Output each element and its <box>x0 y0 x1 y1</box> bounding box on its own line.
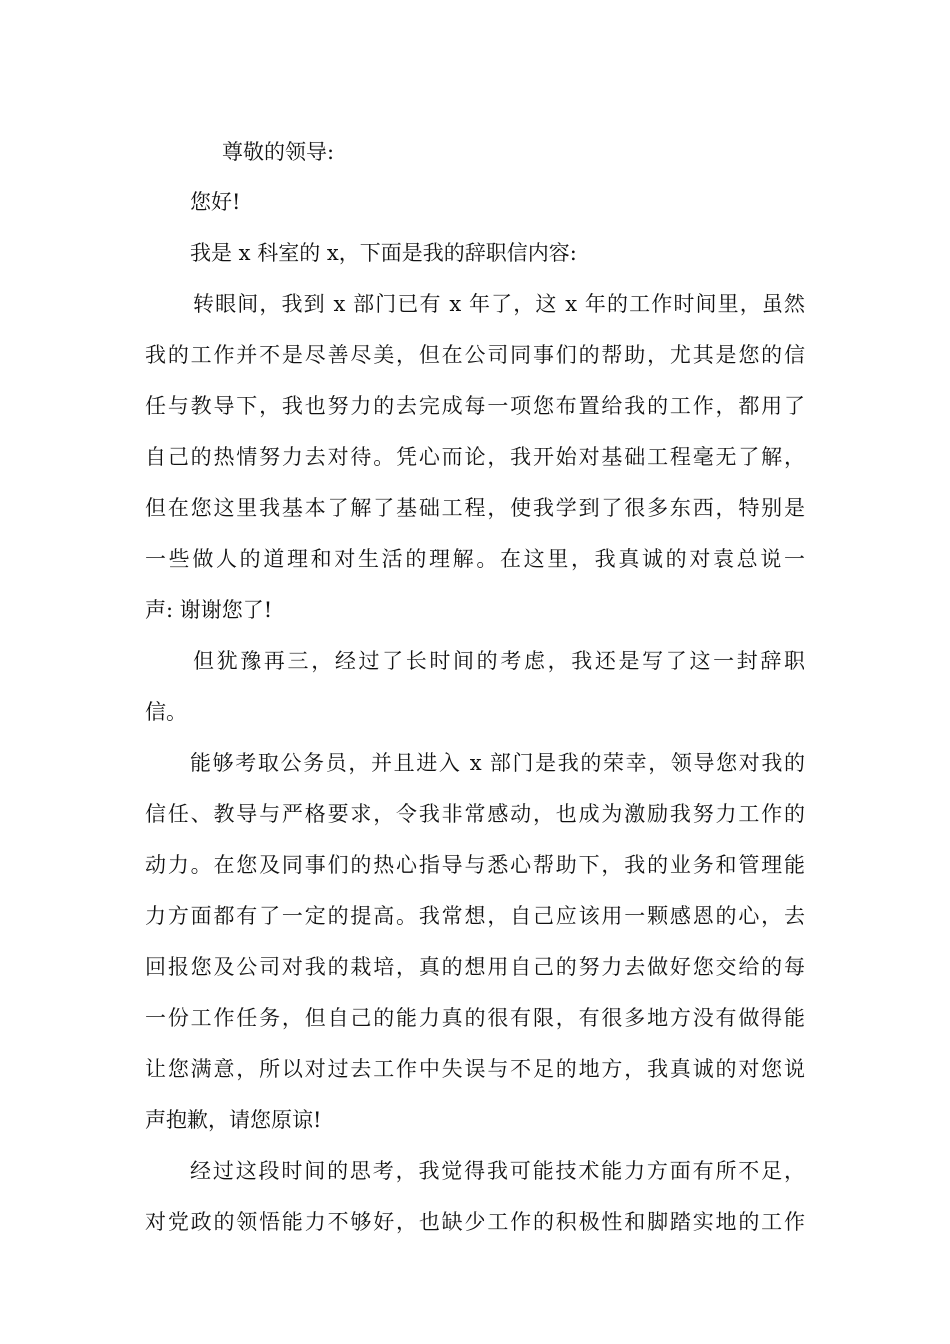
greeting: 您好! <box>190 190 241 214</box>
body-line: 力方面都有了一定的提高。我常想，自己应该用一颗感恩的心，去 <box>145 904 805 928</box>
body-line: 声抱歉，请您原谅! <box>145 1108 322 1132</box>
salutation: 尊敬的领导: <box>222 140 335 164</box>
body-line: 但在您这里我基本了解了基础工程，使我学到了很多东西，特别是 <box>145 496 805 520</box>
body-line: 但犹豫再三，经过了长时间的考虑，我还是写了这一封辞职 <box>193 649 805 673</box>
body-line: 能够考取公务员，并且进入 x 部门是我的荣幸，领导您对我的 <box>190 751 805 775</box>
body-line: 经过这段时间的思考，我觉得我可能技术能力方面有所不足， <box>190 1159 805 1183</box>
body-line: 一份工作任务，但自己的能力真的很有限，有很多地方没有做得能 <box>145 1006 805 1030</box>
body-line: 自己的热情努力去对待。凭心而论，我开始对基础工程毫无了解， <box>145 445 805 469</box>
body-line: 对党政的领悟能力不够好，也缺少工作的积极性和脚踏实地的工作 <box>145 1210 805 1234</box>
body-line: 声: 谢谢您了! <box>145 598 273 622</box>
intro-line: 我是 x 科室的 x，下面是我的辞职信内容: <box>190 241 577 265</box>
body-line: 动力。在您及同事们的热心指导与悉心帮助下，我的业务和管理能 <box>145 853 805 877</box>
body-line: 任与教导下，我也努力的去完成每一项您布置给我的工作，都用了 <box>145 394 805 418</box>
body-line: 我的工作并不是尽善尽美，但在公司同事们的帮助，尤其是您的信 <box>145 343 805 367</box>
body-line: 信。 <box>145 700 187 724</box>
body-line: 回报您及公司对我的栽培，真的想用自己的努力去做好您交给的每 <box>145 955 805 979</box>
body-line: 一些做人的道理和对生活的理解。在这里，我真诚的对袁总说一 <box>145 547 805 571</box>
body-line: 信任、教导与严格要求，令我非常感动，也成为激励我努力工作的 <box>145 802 805 826</box>
body-line: 让您满意，所以对过去工作中失误与不足的地方，我真诚的对您说 <box>145 1057 805 1081</box>
body-line: 转眼间，我到 x 部门已有 x 年了，这 x 年的工作时间里，虽然 <box>193 292 805 316</box>
